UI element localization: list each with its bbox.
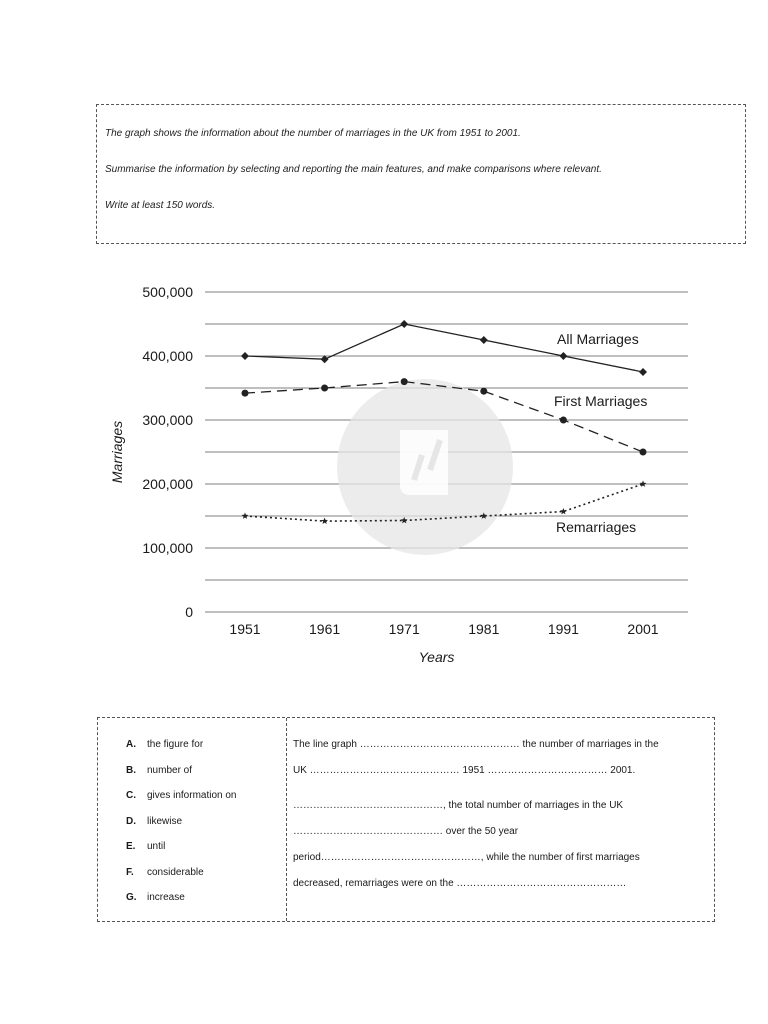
data-point [640,480,647,487]
x-tick-label: 1971 [388,621,420,637]
option-text: considerable [147,866,204,878]
x-tick-label: 1991 [547,621,579,637]
passage-line-2: UK ……………………………………… 1951 ……………………………… 2001. [293,765,636,776]
option-text: the figure for [147,739,204,750]
options-list [98,718,287,921]
data-point [560,417,567,424]
data-point [242,512,249,519]
option-letter: E. [126,841,136,852]
option-letter: F. [126,866,134,878]
option-item [126,738,286,764]
y-tick-label: 300,000 [142,412,193,428]
series-label: First Marriages [554,393,648,409]
passage-line-1: The line graph ………………………………………… the number of marriages in the [293,739,659,750]
option-item [126,815,286,841]
option-text: until [147,841,166,852]
data-point [559,352,567,360]
watermark [337,379,513,555]
passage-line-4: ……………………………………… over the 50 year [293,826,519,837]
y-axis-title: Marriages [109,420,125,484]
x-tick-label: 2001 [627,621,659,637]
option-text: gives information on [147,790,237,801]
data-point [241,352,249,360]
marriages-line-chart [100,270,700,680]
option-text: likewise [147,815,183,827]
x-tick-label: 1981 [468,621,500,637]
passage-line-6: decreased, remarriages were on the …………………………………………… [293,878,627,889]
gap-fill-passage [287,718,714,921]
task-line-1: The graph shows the information about the number of marriages in the UK from 1951 to 2001. [105,128,521,139]
series-label: Remarriages [556,519,637,535]
option-letter: G. [126,892,137,903]
task-instructions [96,104,746,244]
task-line-2: Summarise the information by selecting and reporting the main features, and make comparisons where relevant. [105,164,602,175]
y-tick-label: 400,000 [142,348,193,364]
option-letter: D. [126,815,136,827]
data-point [640,449,647,456]
data-point [400,320,408,328]
series-label: All Marriages [557,331,639,347]
passage-line-5: period…………………………………………, while the number of first marriages [293,852,640,863]
data-point [321,385,328,392]
option-item [126,840,286,866]
task-line-3: Write at least 150 words. [105,200,216,211]
option-item [126,891,286,917]
data-point [480,336,488,344]
data-point [639,368,647,376]
data-point [560,508,567,515]
option-text: increase [147,892,185,903]
passage-line-3: ………………………………………, the total number of marriages in the UK [293,800,624,811]
option-letter: C. [126,790,136,801]
option-item [126,764,286,790]
data-point [401,378,408,385]
y-tick-label: 200,000 [142,476,193,492]
data-point [242,390,249,397]
option-text: number of [147,764,193,776]
option-letter: B. [126,764,136,776]
watermark-logo-icon [400,430,448,495]
option-item [126,866,286,892]
exercise-box [97,717,715,922]
data-point [321,355,329,363]
data-point [480,388,487,395]
x-axis-title: Years [418,649,455,665]
x-tick-label: 1951 [229,621,261,637]
y-tick-label: 100,000 [142,540,193,556]
x-tick-label: 1961 [309,621,341,637]
data-point [321,518,328,525]
y-tick-label: 0 [185,604,193,620]
option-item [126,789,286,815]
y-tick-label: 500,000 [142,284,193,300]
option-letter: A. [126,739,136,750]
